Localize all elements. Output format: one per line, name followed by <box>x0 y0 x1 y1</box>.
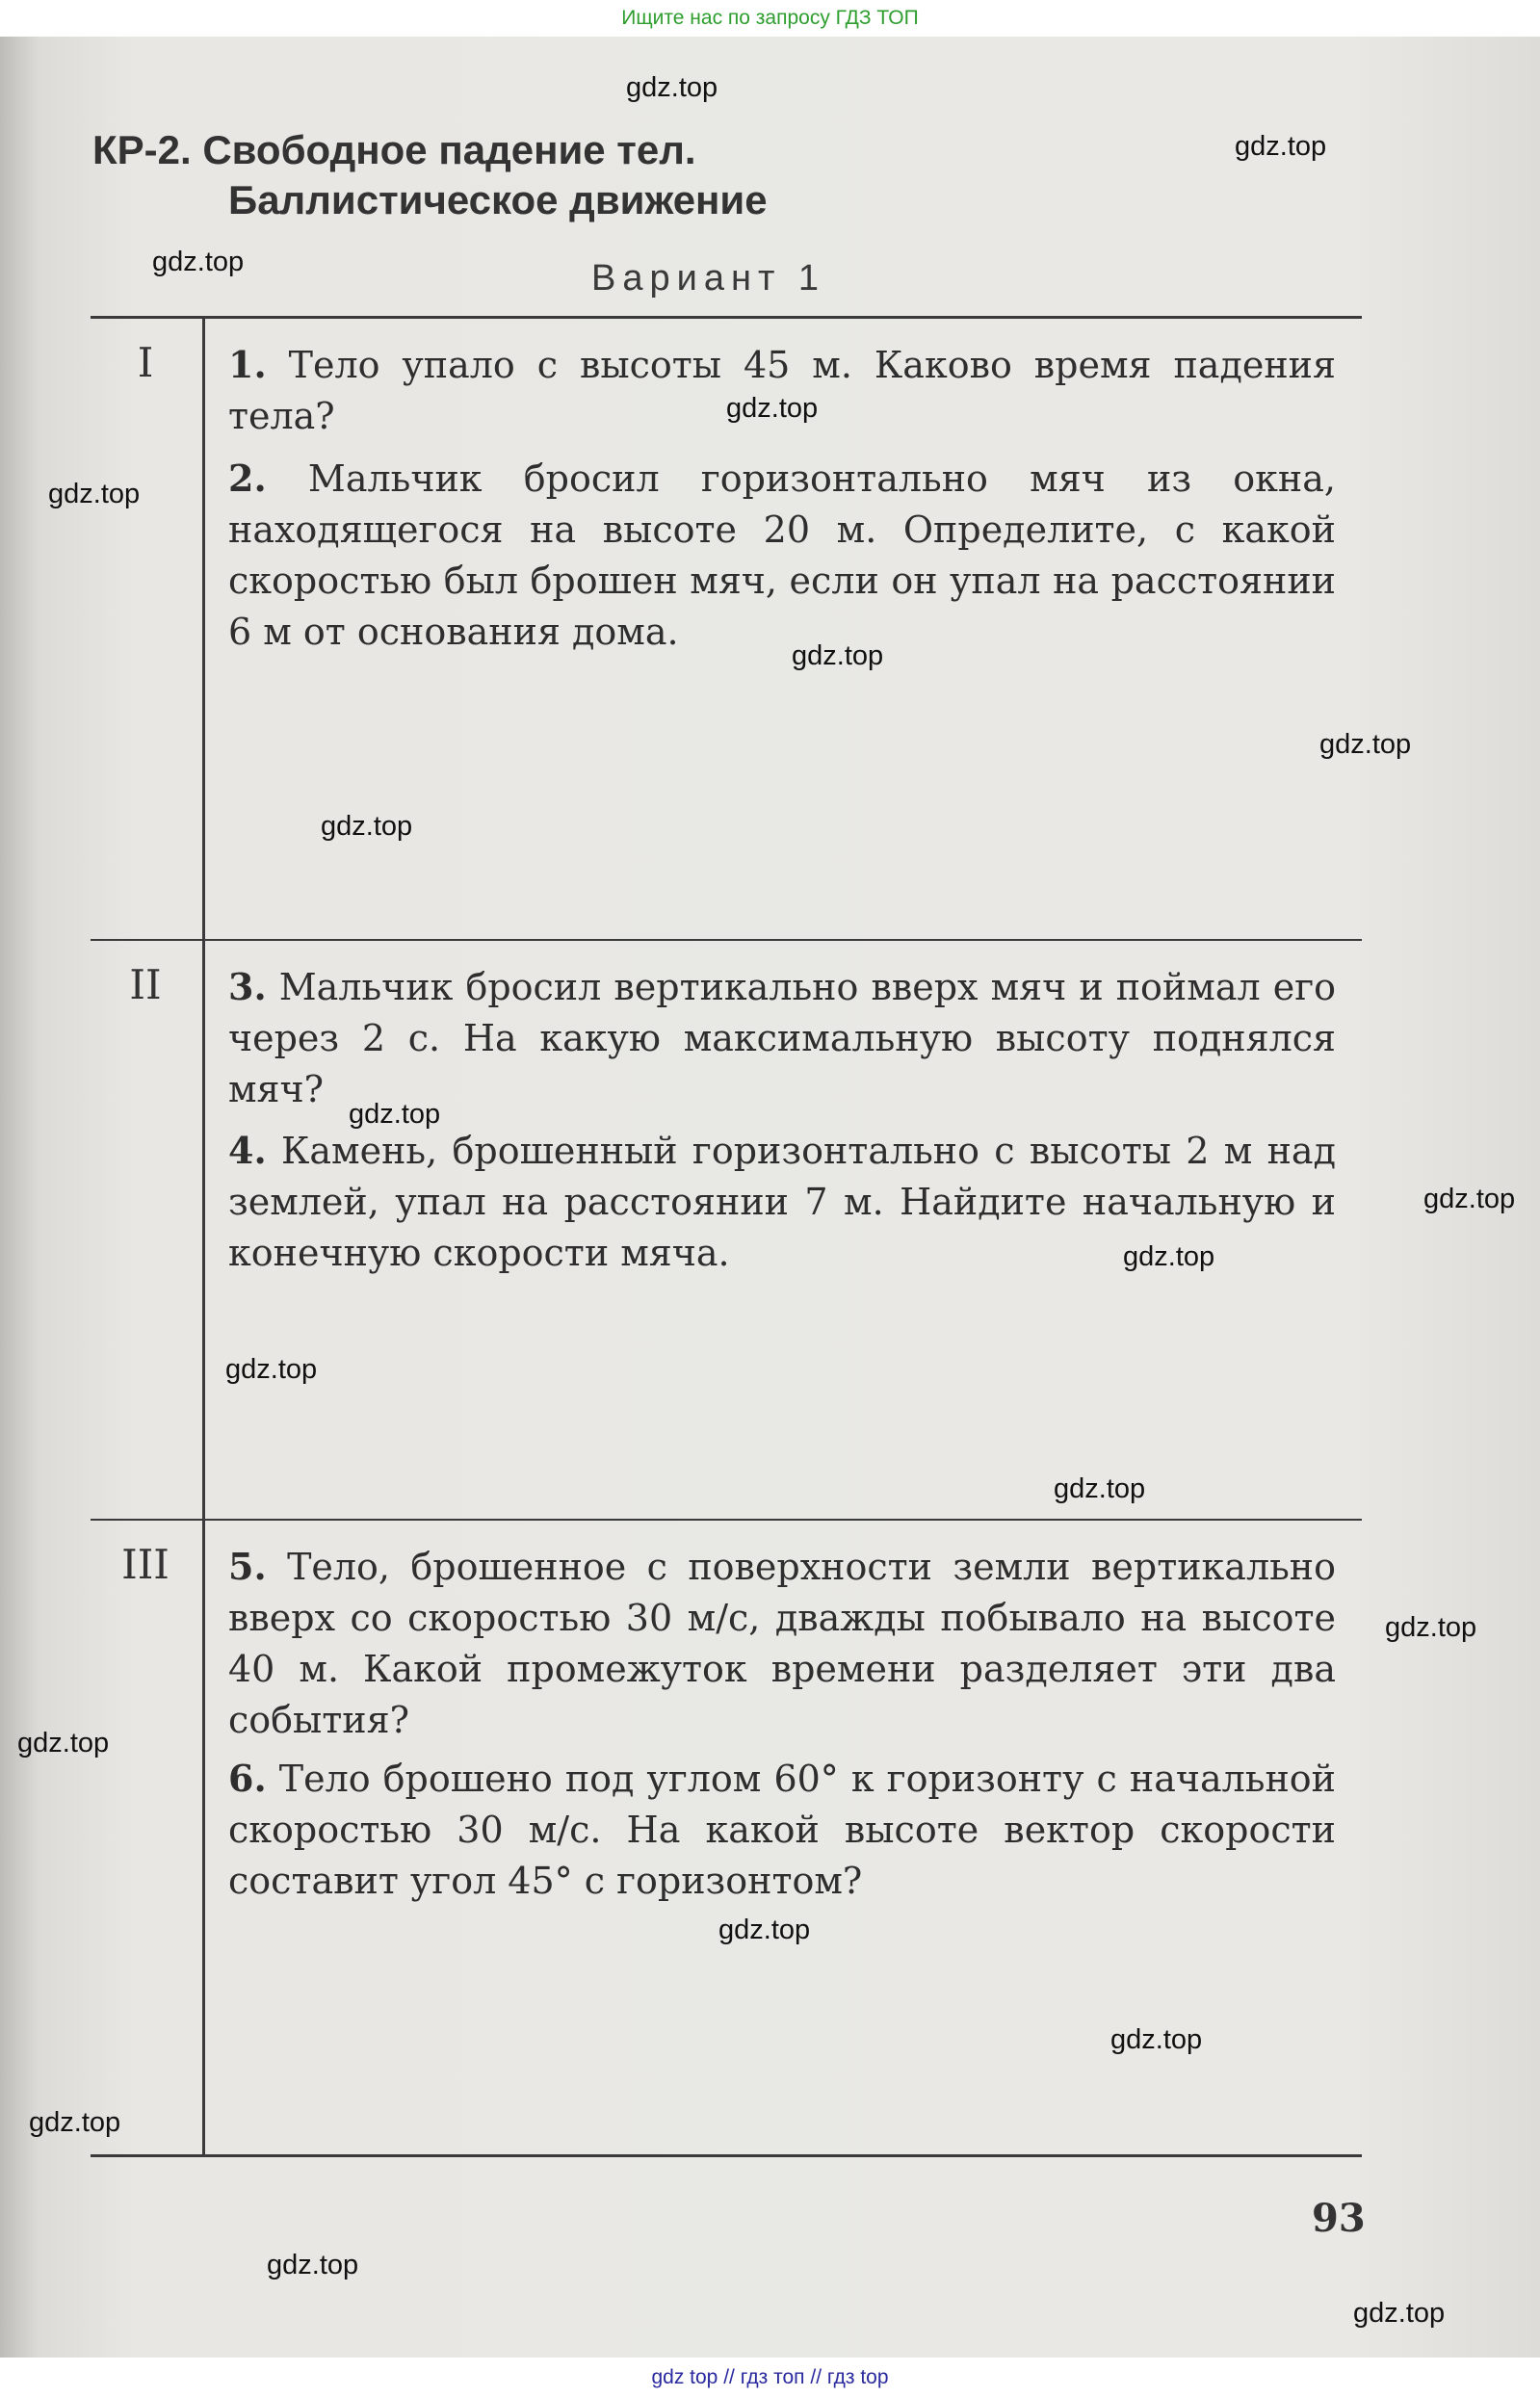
watermark: gdz.top <box>1110 2024 1203 2055</box>
task-number: 2. <box>228 456 267 500</box>
task-text: Тело брошено под углом 60° к горизонту с начальной скоростью 30 м/с. На какой высоте вектор скорости составит угол 45° с горизонтом? <box>228 1758 1336 1902</box>
task-text: Тело, брошенное с поверхности земли вертикально вверх со скоростью 30 м/с, дважды побывало на высоте 40 м. Какой промежуток времени разделяет эти два события? <box>228 1546 1336 1741</box>
task-number: 5. <box>228 1545 267 1588</box>
task-number: 6. <box>228 1757 267 1800</box>
watermark: gdz.top <box>29 2107 121 2138</box>
level-numeral-1: I <box>137 339 154 386</box>
task-number: 3. <box>228 965 267 1008</box>
watermark: gdz.top <box>152 247 245 277</box>
title-line-1: КР-2. Свободное падение тел. <box>92 127 696 172</box>
watermark: gdz.top <box>718 1915 811 1945</box>
watermark: gdz.top <box>1123 1241 1215 1272</box>
page-title <box>92 125 768 225</box>
watermark: gdz.top <box>626 72 718 103</box>
task-text: Камень, брошенный горизонтально с высоты 2 м над землей, упал на расстоянии 7 м. Найдите начальную и конечную скорости мяча. <box>228 1130 1336 1274</box>
table-rule-1 <box>91 939 1362 941</box>
level-numeral-2: II <box>129 961 162 1008</box>
task-text: Мальчик бросил вертикально вверх мяч и поймал его через 2 с. На какую максимальную высоту поднялся мяч? <box>228 966 1336 1110</box>
task-2 <box>228 453 1336 658</box>
watermark: gdz.top <box>48 479 141 509</box>
task-5 <box>228 1541 1336 1746</box>
watermark: gdz.top <box>1235 131 1327 162</box>
title-line-2: Баллистическое движение <box>228 177 768 222</box>
task-number: 4. <box>228 1129 267 1172</box>
page-number: 93 <box>1312 2196 1366 2241</box>
watermark: gdz.top <box>267 2250 359 2280</box>
level-numeral-3: III <box>121 1541 170 1588</box>
watermark: gdz.top <box>17 1728 110 1759</box>
watermark: gdz.top <box>225 1354 318 1385</box>
watermark: gdz.top <box>1353 2298 1446 2329</box>
table-rule-top <box>91 316 1362 319</box>
watermark: gdz.top <box>1054 1473 1146 1504</box>
watermark: gdz.top <box>726 393 819 424</box>
watermark: gdz.top <box>349 1099 441 1130</box>
table-rule-bottom <box>91 2154 1362 2157</box>
task-text: Мальчик бросил горизонтально мяч из окна, находящегося на высоте 20 м. Определите, с какой скоростью был брошен мяч, если он упал на расстоянии 6 м от основания дома. <box>228 457 1336 653</box>
task-6 <box>228 1753 1336 1907</box>
table-rule-2 <box>91 1519 1362 1521</box>
variant-heading: Вариант 1 <box>591 258 826 299</box>
bottom-banner[interactable]: gdz top // гдз топ // гдз top <box>0 2358 1540 2397</box>
watermark: gdz.top <box>321 811 413 842</box>
task-1 <box>228 339 1336 442</box>
task-text: Тело упало с высоты 45 м. Каково время падения тела? <box>228 344 1336 437</box>
task-3 <box>228 961 1336 1115</box>
task-number: 1. <box>228 343 267 386</box>
table-column-divider <box>202 318 205 2155</box>
watermark: gdz.top <box>792 640 884 671</box>
watermark: gdz.top <box>1385 1612 1477 1643</box>
watermark: gdz.top <box>1319 729 1412 760</box>
top-banner[interactable]: Ищите нас по запросу ГДЗ ТОП <box>0 0 1540 37</box>
watermark: gdz.top <box>1423 1184 1516 1214</box>
